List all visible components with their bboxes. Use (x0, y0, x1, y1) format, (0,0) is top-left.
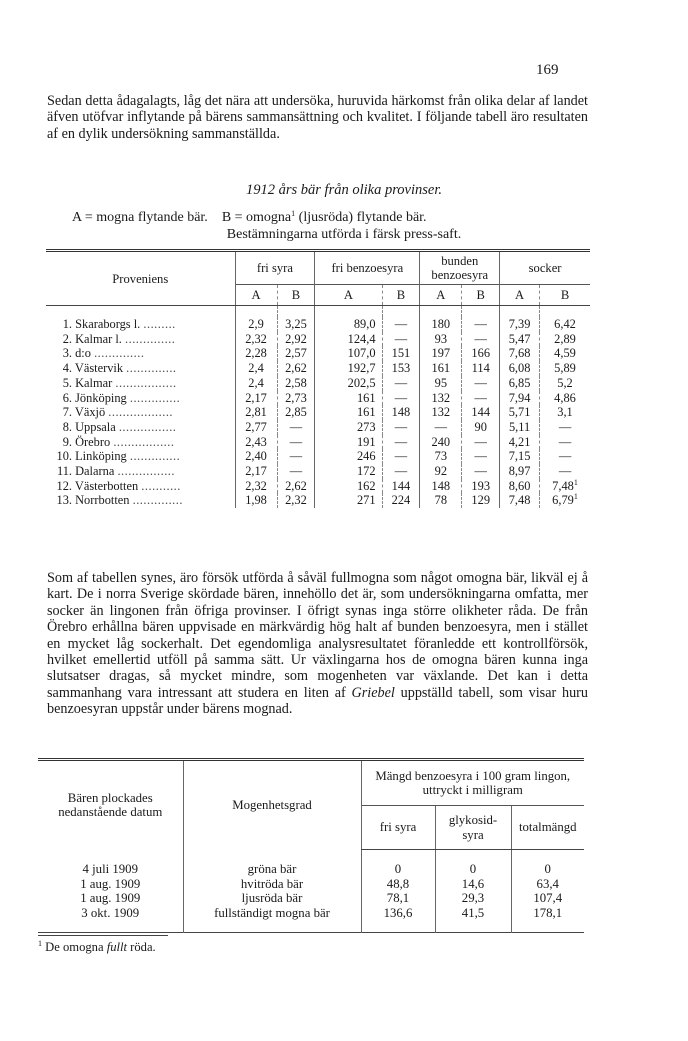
fri-benzoesyra-a: 107,0 (315, 346, 382, 361)
header-b: B (540, 285, 590, 306)
date-cell: 3 okt. 1909 (81, 905, 140, 920)
fri-benzoesyra-b: — (382, 376, 420, 391)
fri-syra-b: 2,62 (277, 361, 315, 376)
table-row (46, 376, 590, 391)
socker-a: 6,08 (500, 361, 540, 376)
header-date: Bären plockades nedanstående datum (58, 790, 163, 820)
legend-b: B = omogna (221, 210, 292, 225)
fri-syra-b: 2,62 (277, 479, 315, 494)
footnote: $^1$ De omogna fullt röda. (38, 939, 156, 954)
fri-benzoesyra-b: 224 (382, 493, 420, 508)
bunden-benzoesyra-a: 73 (420, 449, 462, 464)
bunden-benzoesyra-b: — (462, 464, 500, 479)
fri-benzoesyra-a: 161 (315, 391, 382, 406)
totalmangd-cell: 0 (511, 862, 584, 877)
socker-b: 5,89 (540, 361, 590, 376)
legend-subline: Bestämningarna utförda i färsk press-saft. (226, 227, 462, 242)
bunden-benzoesyra-a: 78 (420, 493, 462, 508)
fri-syra-b: 2,58 (277, 376, 315, 391)
fri-syra-b: 2,73 (277, 391, 315, 406)
fri-benzoesyra-a: 191 (315, 435, 382, 450)
glykosidsyra-cell: 14,6 (435, 877, 511, 892)
legend-a: A = mogna flytande bär. (72, 210, 208, 225)
province-cell: 8. Uppsala ................ (62, 419, 177, 434)
fri-benzoesyra-a: 172 (315, 464, 382, 479)
socker-a: 5,71 (500, 405, 540, 420)
bunden-benzoesyra-a: 180 (420, 317, 462, 332)
fri-syra-b: — (277, 420, 315, 435)
fri-benzoesyra-b: — (382, 391, 420, 406)
bunden-benzoesyra-a: — (420, 420, 462, 435)
table-row (46, 391, 590, 406)
province-cell: 2. Kalmar l. .............. (62, 331, 176, 346)
socker-a: 5,47 (500, 332, 540, 347)
fri-benzoesyra-b: 148 (382, 405, 420, 420)
socker-a: 6,85 (500, 376, 540, 391)
legend-b-rest: (ljusröda) flytande bär. (298, 210, 427, 225)
table-row (46, 449, 590, 464)
socker-a: 5,11 (500, 420, 540, 435)
bunden-benzoesyra-a: 148 (420, 479, 462, 494)
table-row (46, 317, 590, 332)
fri-benzoesyra-a: 271 (315, 493, 382, 508)
province-cell: 12. Västerbotten ........... (56, 478, 181, 493)
socker-b: — (540, 464, 590, 479)
fri-syra-b: 2,92 (277, 332, 315, 347)
header-b: B (277, 285, 315, 306)
socker-b: 6,79$^1$ (540, 493, 590, 508)
fri-benzoesyra-a: 202,5 (315, 376, 382, 391)
fri-benzoesyra-b: — (382, 332, 420, 347)
province-cell: 4. Västervik .............. (62, 361, 177, 376)
footnote-marker: 1 (38, 939, 42, 948)
fri-syra-a: 2,32 (235, 332, 277, 347)
fri-benzoesyra-a: 246 (315, 449, 382, 464)
socker-a: 7,39 (500, 317, 540, 332)
header-proveniens: Proveniens (46, 251, 235, 306)
fri-benzoesyra-a: 273 (315, 420, 382, 435)
table-row (38, 862, 584, 877)
bunden-benzoesyra-b: 114 (462, 361, 500, 376)
socker-b: — (540, 435, 590, 450)
fri-syra-b: — (277, 449, 315, 464)
date-cell: 1 aug. 1909 (80, 891, 141, 905)
bunden-benzoesyra-b: — (462, 317, 500, 332)
socker-a: 7,68 (500, 346, 540, 361)
bunden-benzoesyra-a: 161 (420, 361, 462, 376)
socker-b: 4,59 (540, 346, 590, 361)
totalmangd-cell: 178,1 (511, 906, 584, 921)
fri-syra-a: 2,43 (235, 435, 277, 450)
bunden-benzoesyra-a: 93 (420, 332, 462, 347)
fri-syra-cell: 136,6 (361, 906, 435, 921)
fri-syra-a: 2,17 (235, 464, 277, 479)
socker-b: 4,86 (540, 391, 590, 406)
header-bunden-benzoesyra: bunden benzoesyra (420, 251, 500, 285)
socker-a: 8,97 (500, 464, 540, 479)
header-fri-syra: fri syra (361, 806, 435, 850)
fri-syra-cell: 0 (361, 862, 435, 877)
fri-benzoesyra-b: — (382, 317, 420, 332)
totalmangd-cell: 63,4 (511, 877, 584, 892)
bunden-benzoesyra-b: — (462, 376, 500, 391)
bunden-benzoesyra-b: 166 (462, 346, 500, 361)
ripening-table (38, 758, 584, 933)
fri-syra-b: 2,57 (277, 346, 315, 361)
fri-syra-a: 2,81 (235, 405, 277, 420)
fri-benzoesyra-a: 89,0 (315, 317, 382, 332)
table-legend (72, 209, 427, 226)
bunden-benzoesyra-b: — (462, 332, 500, 347)
header-fri-syra: fri syra (235, 251, 315, 285)
province-cell: 3. d:o .............. (62, 346, 145, 361)
socker-b: 3,1 (540, 405, 590, 420)
provinces-table (46, 249, 590, 508)
fri-benzoesyra-a: 161 (315, 405, 382, 420)
legend-b-footnote-marker: 1 (291, 209, 296, 218)
fri-benzoesyra-b: 144 (382, 479, 420, 494)
grade-cell: fullständigt mogna bär (183, 906, 361, 921)
socker-a: 7,48 (500, 493, 540, 508)
fri-syra-cell: 78,1 (361, 891, 435, 906)
socker-b: 5,2 (540, 376, 590, 391)
fri-benzoesyra-a: 124,4 (315, 332, 382, 347)
fri-benzoesyra-a: 162 (315, 479, 382, 494)
province-cell: 7. Växjö .................. (62, 405, 174, 420)
socker-b: 7,48$^1$ (540, 479, 590, 494)
totalmangd-cell: 107,4 (511, 891, 584, 906)
socker-b: — (540, 449, 590, 464)
header-a: A (500, 285, 540, 306)
fri-benzoesyra-b: 151 (382, 346, 420, 361)
glykosidsyra-cell: 0 (435, 862, 511, 877)
footnote-rule (38, 935, 168, 936)
province-cell: 10. Linköping .............. (56, 449, 181, 464)
header-mogenhetsgrad: Mogenhetsgrad (183, 760, 361, 850)
fri-benzoesyra-b: — (382, 420, 420, 435)
table-row (38, 877, 584, 892)
table-row (46, 405, 590, 420)
bunden-benzoesyra-b: 144 (462, 405, 500, 420)
fri-benzoesyra-b: 153 (382, 361, 420, 376)
table-row (46, 346, 590, 361)
fri-syra-a: 2,77 (235, 420, 277, 435)
header-socker: socker (500, 251, 590, 285)
date-cell: 1 aug. 1909 (80, 876, 141, 891)
table-row (46, 479, 590, 494)
table-row (46, 361, 590, 376)
socker-b: 2,89 (540, 332, 590, 347)
table-row (38, 891, 584, 906)
table-row (46, 464, 590, 479)
fri-benzoesyra-b: — (382, 435, 420, 450)
table-row (46, 435, 590, 450)
province-cell: 1. Skaraborgs l. ......... (62, 317, 176, 331)
socker-a: 4,21 (500, 435, 540, 450)
fri-syra-a: 2,9 (235, 317, 277, 332)
bunden-benzoesyra-b: — (462, 449, 500, 464)
fri-syra-a: 2,4 (235, 376, 277, 391)
province-cell: 6. Jönköping .............. (62, 390, 181, 405)
fri-syra-b: — (277, 464, 315, 479)
bunden-benzoesyra-a: 197 (420, 346, 462, 361)
fri-syra-a: 2,28 (235, 346, 277, 361)
grade-cell: hvitröda bär (183, 877, 361, 892)
header-a: A (235, 285, 277, 306)
bunden-benzoesyra-b: 90 (462, 420, 500, 435)
fri-syra-b: 3,25 (277, 317, 315, 332)
date-cell: 4 juli 1909 (82, 862, 138, 876)
socker-b: 6,42 (540, 317, 590, 332)
bunden-benzoesyra-b: 193 (462, 479, 500, 494)
table-row (46, 493, 590, 508)
table-title: 1912 års bär från olika provinser. (245, 182, 443, 198)
header-totalmangd: totalmängd (511, 806, 584, 850)
header-row-top (38, 760, 584, 806)
header-mangd-benzoesyra: Mängd benzoesyra i 100 gram lingon, uttryckt i milligram (361, 760, 584, 806)
author-name: Griebel (351, 684, 395, 701)
bunden-benzoesyra-a: 132 (420, 391, 462, 406)
fri-syra-b: 2,32 (277, 493, 315, 508)
fri-syra-cell: 48,8 (361, 877, 435, 892)
bunden-benzoesyra-a: 240 (420, 435, 462, 450)
fri-syra-a: 1,98 (235, 493, 277, 508)
body-paragraph: Som af tabellen synes, äro försök utförda å såväl fullmogna som något omogna bär, likväl ej å kart. De i norra Sverige skördade bären, innehöllo det är, som undersökningarna omfatta, mer socker än lingonen från öfriga provinser. I öfrigt synas inga större olikheter råda. De från Örebro erhållna bären uppvisade en märkvärdig hög halt af bunden benzoesyra, men i stället en mycket låg sockerhalt. Det egendomliga analysresultatet föranledde ett kontrollförsök, hvilket emellertid utföll på samma sätt. Ur växlingarna hos de omogna bären kunna inga slutsatser dragas, så mycket mindre, som mogenheten var växlande. Det kan i detta sammanhang vara intressant att studera en liten af Griebel uppställd tabell, som visar huru benzoesyran uppstår under bärens mognad. (47, 570, 588, 718)
header-glykosidsyra: glykosid-syra (435, 806, 511, 850)
socker-a: 7,15 (500, 449, 540, 464)
grade-cell: gröna bär (183, 862, 361, 877)
intro-paragraph: Sedan detta ådagalagts, låg det nära att undersöka, huruvida härkomst från olika delar af landet äfven utöfvar inflytande på bärens sammansättning och kvalitet. I följande tabell äro resultaten af en dylik undersökning sammanställda. (47, 93, 588, 142)
fri-syra-a: 2,32 (235, 479, 277, 494)
glykosidsyra-cell: 29,3 (435, 891, 511, 906)
socker-b: — (540, 420, 590, 435)
bunden-benzoesyra-a: 132 (420, 405, 462, 420)
province-cell: 13. Norrbotten .............. (56, 493, 183, 508)
fri-benzoesyra-a: 192,7 (315, 361, 382, 376)
socker-a: 7,94 (500, 391, 540, 406)
fri-syra-b: — (277, 435, 315, 450)
header-b: B (382, 285, 420, 306)
grade-cell: ljusröda bär (183, 891, 361, 906)
header-a: A (420, 285, 462, 306)
fri-syra-a: 2,4 (235, 361, 277, 376)
table-row (46, 332, 590, 347)
province-cell: 11. Dalarna ................ (56, 464, 175, 479)
table-row (46, 420, 590, 435)
header-b: B (462, 285, 500, 306)
bunden-benzoesyra-a: 95 (420, 376, 462, 391)
header-a: A (315, 285, 382, 306)
header-fri-benzoesyra: fri benzoesyra (315, 251, 420, 285)
header-row-top (46, 251, 590, 285)
fri-benzoesyra-b: — (382, 464, 420, 479)
socker-a: 8,60 (500, 479, 540, 494)
bunden-benzoesyra-b: 129 (462, 493, 500, 508)
bunden-benzoesyra-b: — (462, 391, 500, 406)
fri-benzoesyra-b: — (382, 449, 420, 464)
bunden-benzoesyra-b: — (462, 435, 500, 450)
fri-syra-a: 2,17 (235, 391, 277, 406)
glykosidsyra-cell: 41,5 (435, 906, 511, 921)
fri-syra-b: 2,85 (277, 405, 315, 420)
fri-syra-a: 2,40 (235, 449, 277, 464)
province-cell: 9. Örebro ................. (62, 434, 175, 449)
bunden-benzoesyra-a: 92 (420, 464, 462, 479)
province-cell: 5. Kalmar ................. (62, 375, 177, 390)
page-number: 169 (536, 62, 559, 78)
table-row (38, 906, 584, 921)
